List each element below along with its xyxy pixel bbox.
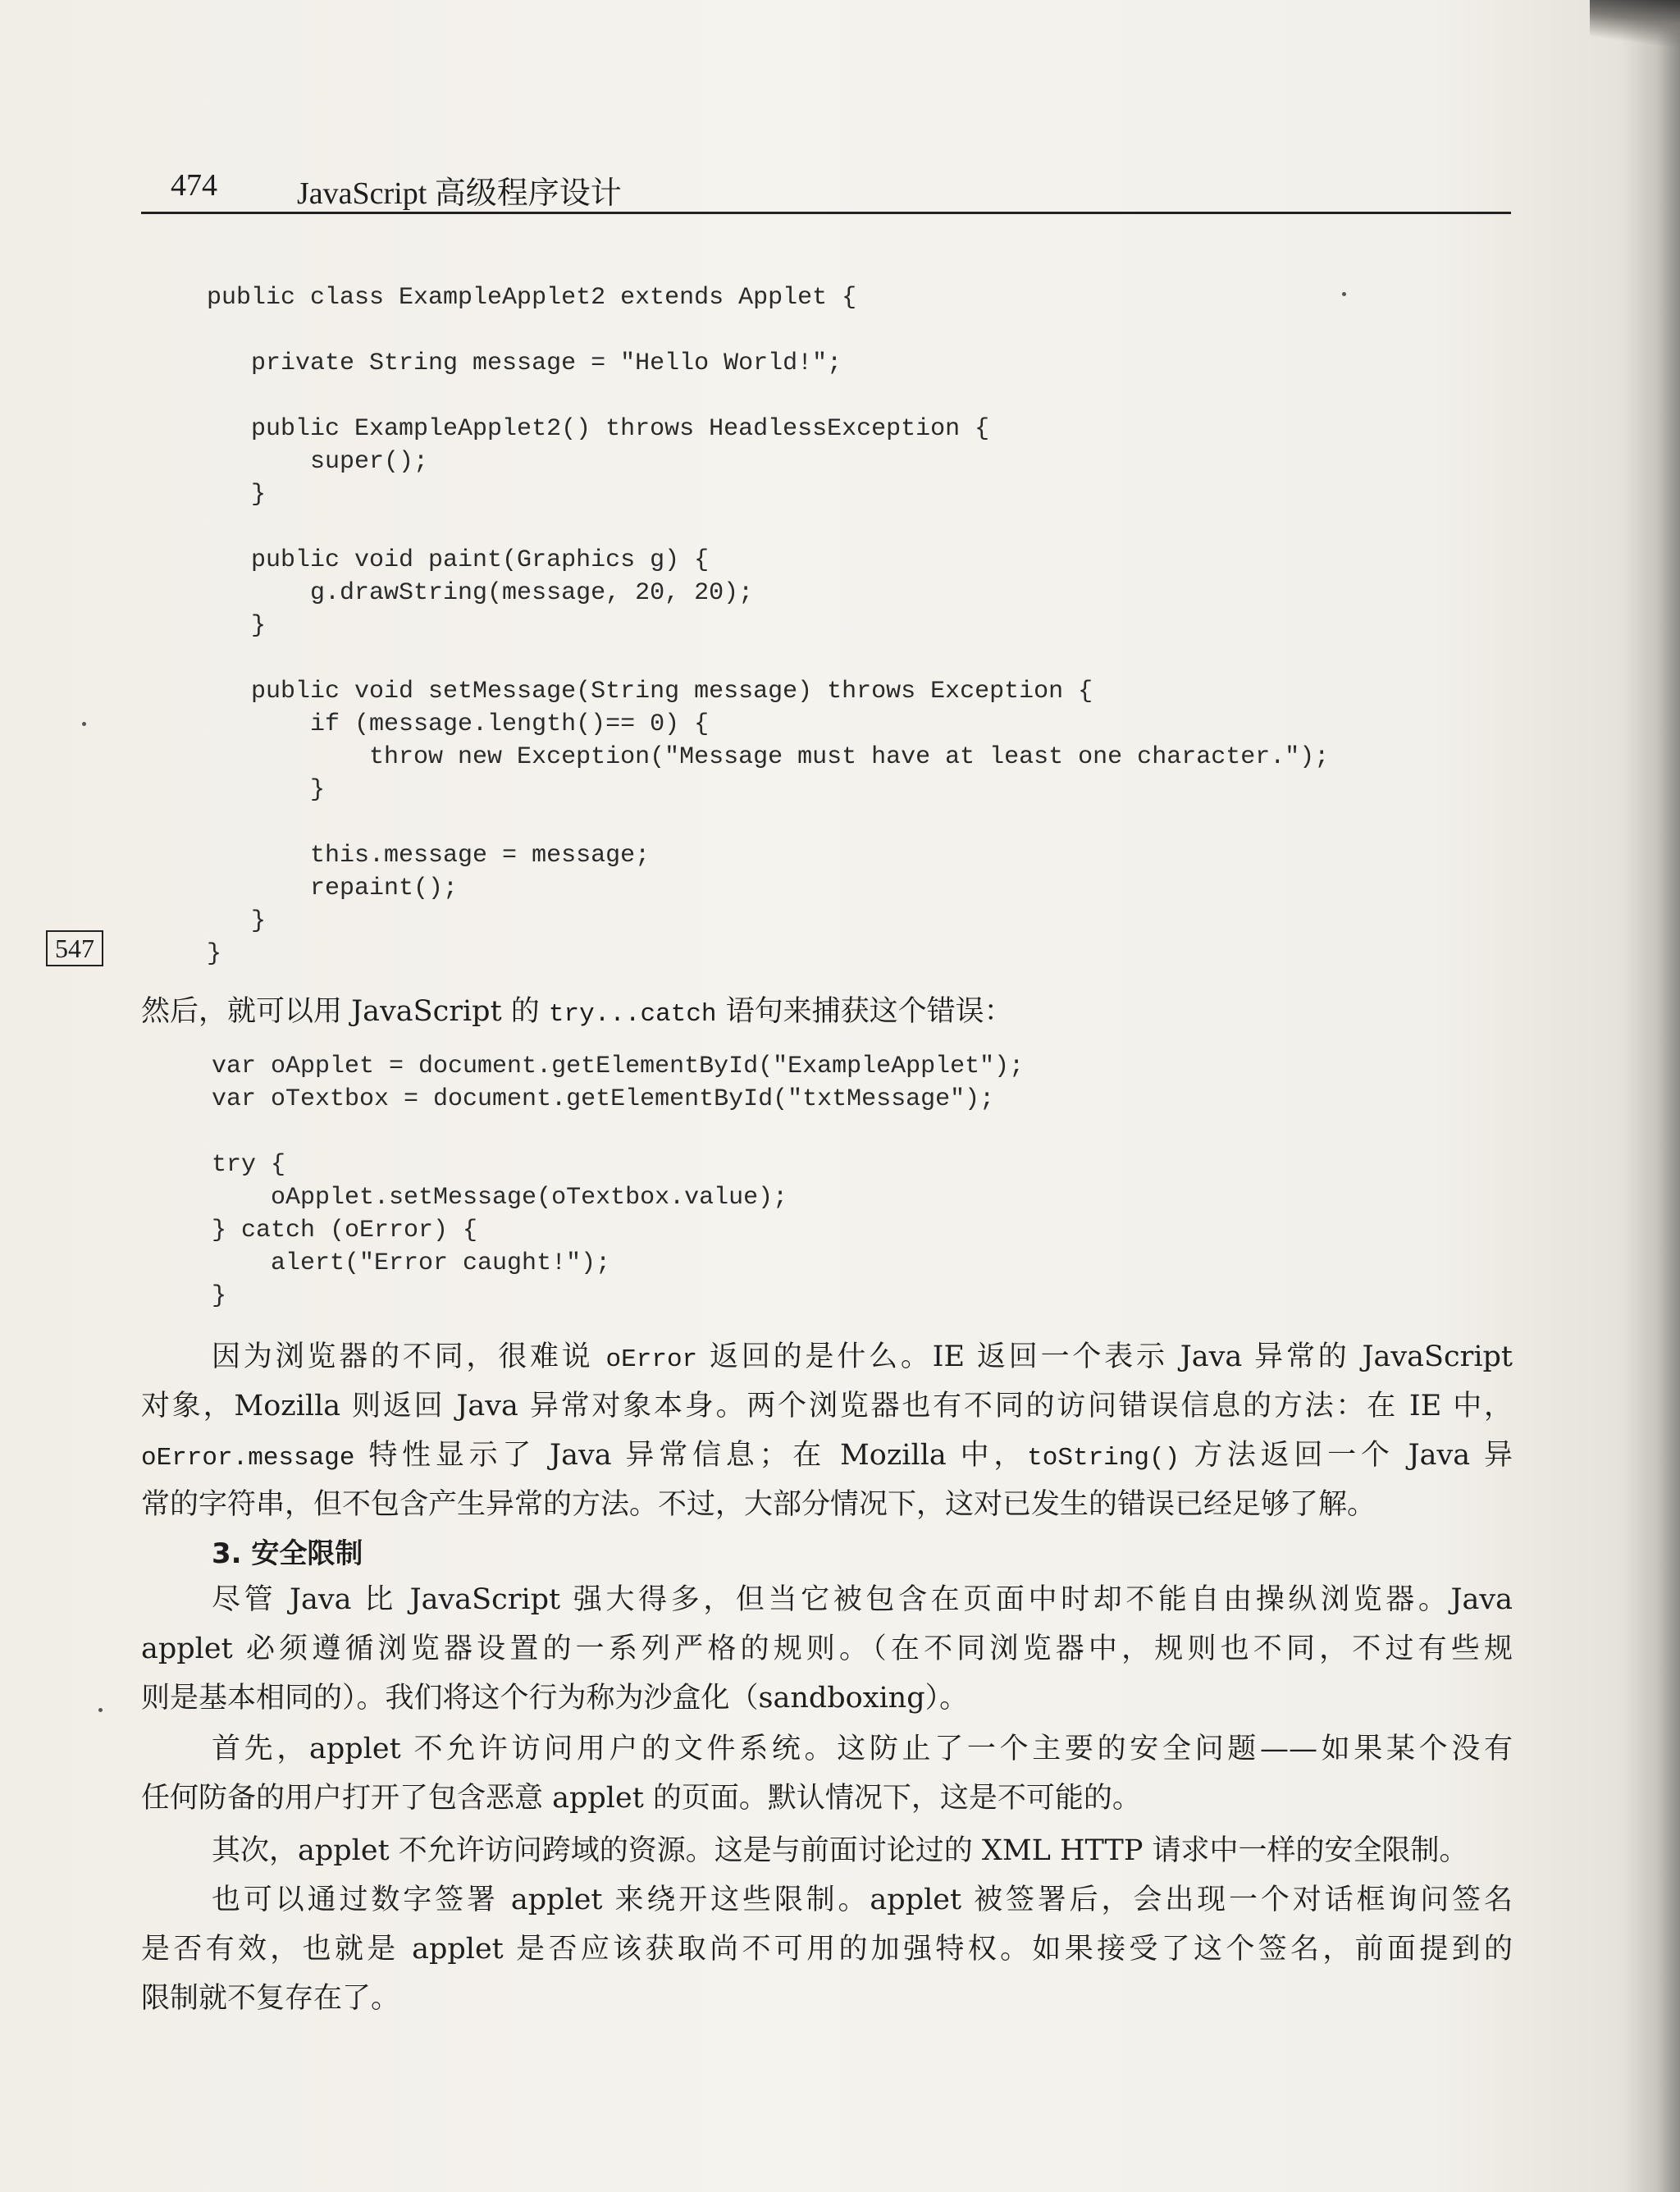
code-line: public void setMessage(String message) throws Exception { <box>207 678 1093 706</box>
paragraph-line: 限制就不复存在了。 <box>141 1982 400 2015</box>
code-line: } <box>212 1282 227 1310</box>
code-line: public ExampleApplet2() throws HeadlessException { <box>207 415 990 443</box>
text-run: 因为浏览器的不同，很难说 <box>212 1340 606 1373</box>
paragraph-sandboxing <box>141 1575 1513 1723</box>
paragraph-line: 首先，applet 不允许访问用户的文件系统。这防止了一个主要的安全问题——如果某个没有 <box>212 1733 1513 1765</box>
code-line: } <box>207 907 267 935</box>
inline-code: oError <box>605 1345 698 1374</box>
section-heading: 3. 安全限制 <box>212 1537 363 1570</box>
paragraph-file-system <box>141 1724 1513 1823</box>
text-run: 方法返回一个 Java 异 <box>1180 1439 1513 1472</box>
intro-sentence <box>141 991 1013 1035</box>
scan-speck <box>1342 292 1346 296</box>
code-line: super(); <box>207 448 429 476</box>
code-line: alert("Error caught!"); <box>212 1249 611 1277</box>
book-spine-shadow <box>1623 0 1680 2192</box>
code-line: if (message.length()== 0) { <box>207 710 710 738</box>
code-line: } <box>207 481 267 509</box>
margin-page-reference: 547 <box>46 930 103 966</box>
code-line: } catch (oError) { <box>212 1217 478 1244</box>
code-line: repaint(); <box>207 875 459 902</box>
page-corner-shadow <box>1590 0 1680 49</box>
page-number: 474 <box>171 168 217 203</box>
paragraph-line: applet 必须遵循浏览器设置的一系列严格的规则。（在不同浏览器中，规则也不同，不过有些规 <box>141 1633 1513 1665</box>
code-line <box>207 806 1329 839</box>
code-line: public void paint(Graphics g) { <box>207 546 710 574</box>
paragraph-line: 是否有效，也就是 applet 是否应该获取尚不可用的加强特权。如果接受了这个签名，前面提到的 <box>141 1933 1513 1966</box>
code-line: try { <box>212 1151 286 1179</box>
paragraph-line <box>141 1332 1513 1381</box>
code-line: private String message = "Hello World!"; <box>207 349 842 377</box>
intro-inline-code: try...catch <box>548 1000 717 1029</box>
code-line: } <box>207 612 267 640</box>
code-line: g.drawString(message, 20, 20); <box>207 579 754 607</box>
paragraph-line <box>141 1431 1513 1480</box>
page-header <box>141 161 1511 214</box>
code-line <box>207 511 1329 544</box>
paragraph-line: 也可以通过数字签署 applet 来绕开这些限制。applet 被签署后，会出现一个对话框询问签名 <box>212 1884 1513 1916</box>
code-line <box>207 642 1329 675</box>
code-line: this.message = message; <box>207 842 651 870</box>
code-line: } <box>207 776 326 804</box>
intro-text-before: 然后，就可以用 JavaScript 的 <box>141 995 549 1028</box>
code-line: var oTextbox = document.getElementById("txtMessage"); <box>212 1085 995 1113</box>
paragraph-line: 常的字符串，但不包含产生异常的方法。不过，大部分情况下，这对已发生的错误已经足够了解。 <box>141 1488 1376 1521</box>
paragraph-line: 尽管 Java 比 JavaScript 强大得多，但当它被包含在页面中时却不能自由操纵浏览器。Java <box>212 1583 1513 1616</box>
javascript-code-block <box>212 1050 1024 1313</box>
java-code-block <box>207 281 1329 970</box>
inline-code: toString() <box>1027 1444 1180 1473</box>
scan-speck <box>98 1708 103 1712</box>
book-title: JavaScript 高级程序设计 <box>297 176 622 211</box>
paragraph-line: 其次，applet 不允许访问跨域的资源。这是与前面讨论过的 XML HTTP 请求中一样的安全限制。 <box>212 1834 1468 1867</box>
paragraph-line: 对象，Mozilla 则返回 Java 异常对象本身。两个浏览器也有不同的访问错误信息的方法：在 IE 中， <box>141 1390 1513 1423</box>
intro-text-after: 语句来捕获这个错误： <box>716 995 1013 1028</box>
text-run: 返回的是什么。IE 返回一个表示 Java 异常的 JavaScript <box>697 1340 1513 1373</box>
code-line: oApplet.setMessage(oTextbox.value); <box>212 1184 788 1212</box>
code-line <box>207 380 1329 413</box>
inline-code: oError.message <box>141 1444 355 1473</box>
paragraph-line: 则是基本相同的）。我们将这个行为称为沙盒化（sandboxing）。 <box>141 1682 969 1715</box>
text-run: 特性显示了 Java 异常信息；在 Mozilla 中， <box>354 1439 1028 1472</box>
code-line <box>212 1116 1024 1149</box>
paragraph-signing <box>141 1875 1513 2023</box>
code-line: public class ExampleApplet2 extends Applet { <box>207 284 857 312</box>
code-line <box>207 314 1329 347</box>
code-line: var oApplet = document.getElementById("ExampleApplet"); <box>212 1053 1025 1080</box>
paragraph-line: 任何防备的用户打开了包含恶意 applet 的页面。默认情况下，这是不可能的。 <box>141 1782 1141 1815</box>
code-line: } <box>207 940 222 968</box>
paragraph-error-handling <box>141 1332 1513 1529</box>
paragraph-cross-domain <box>141 1826 1513 1875</box>
code-line: throw new Exception("Message must have at least one character."); <box>207 743 1330 771</box>
scan-speck <box>82 722 86 726</box>
